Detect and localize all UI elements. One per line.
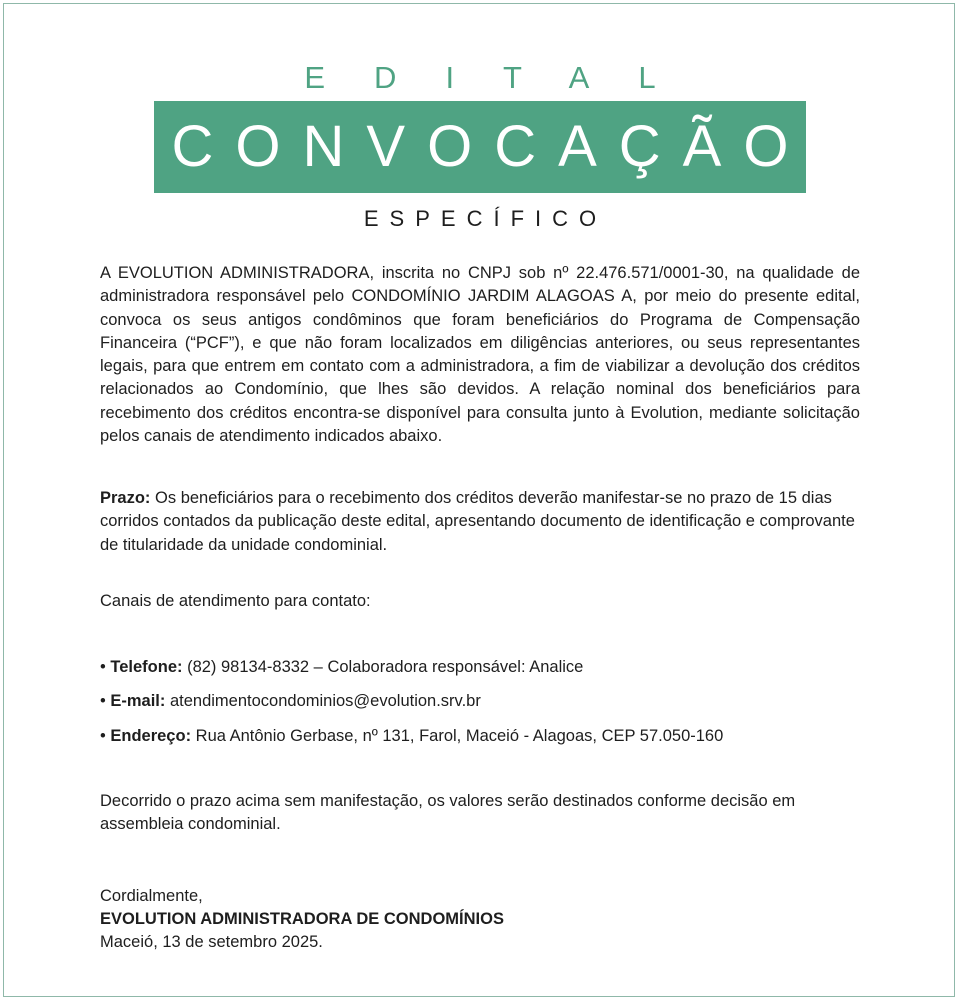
especifico-subheading: ESPECÍFICO xyxy=(363,206,608,231)
convocacao-banner xyxy=(154,101,811,193)
contact-email xyxy=(100,690,860,713)
contact-telefone xyxy=(100,656,860,679)
prazo-paragraph xyxy=(100,487,860,557)
decorrido-paragraph: Decorrido o prazo acima sem manifestação, os valores serão destinados conforme decisão em assembleia condominial. xyxy=(100,792,796,834)
bullet: • xyxy=(100,727,111,745)
telefone-value: (82) 98134-8332 – Colaboradora responsável: Analice xyxy=(182,658,584,676)
email-value: atendimentocondominios@evolution.srv.br xyxy=(165,692,481,710)
endereco-label: Endereço: xyxy=(110,727,192,745)
prazo-label: Prazo: xyxy=(100,489,151,507)
bullet: • xyxy=(100,658,111,676)
email-label: E-mail: xyxy=(110,692,166,710)
convocacao-title: CONVOCAÇÃO xyxy=(171,114,811,179)
bullet: • xyxy=(100,692,111,710)
canais-heading: Canais de atendimento para contato: xyxy=(100,592,371,610)
signature-place-date: Maceió, 13 de setembro 2025. xyxy=(100,933,323,951)
contact-endereco xyxy=(100,725,860,748)
closing-salutation: Cordialmente, xyxy=(100,887,203,905)
prazo-text: Os beneficiários para o recebimento dos créditos deverão manifestar-se no prazo de 15 dias corridos contados da publicação deste edital, apresentando documento de identificação e comprovante de titularidade da unidade condominial. xyxy=(100,489,855,554)
endereco-value: Rua Antônio Gerbase, nº 131, Farol, Maceió - Alagoas, CEP 57.050-160 xyxy=(191,727,724,745)
edital-heading: EDITAL xyxy=(304,60,705,95)
signature-organization: EVOLUTION ADMINISTRADORA DE CONDOMÍNIOS xyxy=(100,910,504,928)
telefone-label: Telefone: xyxy=(110,658,183,676)
intro-paragraph: A EVOLUTION ADMINISTRADORA, inscrita no CNPJ sob nº 22.476.571/0001-30, na qualidade de administradora responsável pelo CONDOMÍNIO JARDIM ALAGOAS A, por meio do presente edital, convoca os seus antigos condôminos que foram beneficiários do Programa de Compensação Financeira (“PCF”), e que não foram localizados em diligências anteriores, ou seus representantes legais, para que entrem em contato com a administradora, a fim de viabilizar a devolução dos créditos relacionados ao Condomínio, que lhes são devidos. A relação nominal dos beneficiários para recebimento dos créditos encontra-se disponível para consulta junto à Evolution, mediante solicitação pelos canais de atendimento indicados abaixo. xyxy=(100,264,860,446)
